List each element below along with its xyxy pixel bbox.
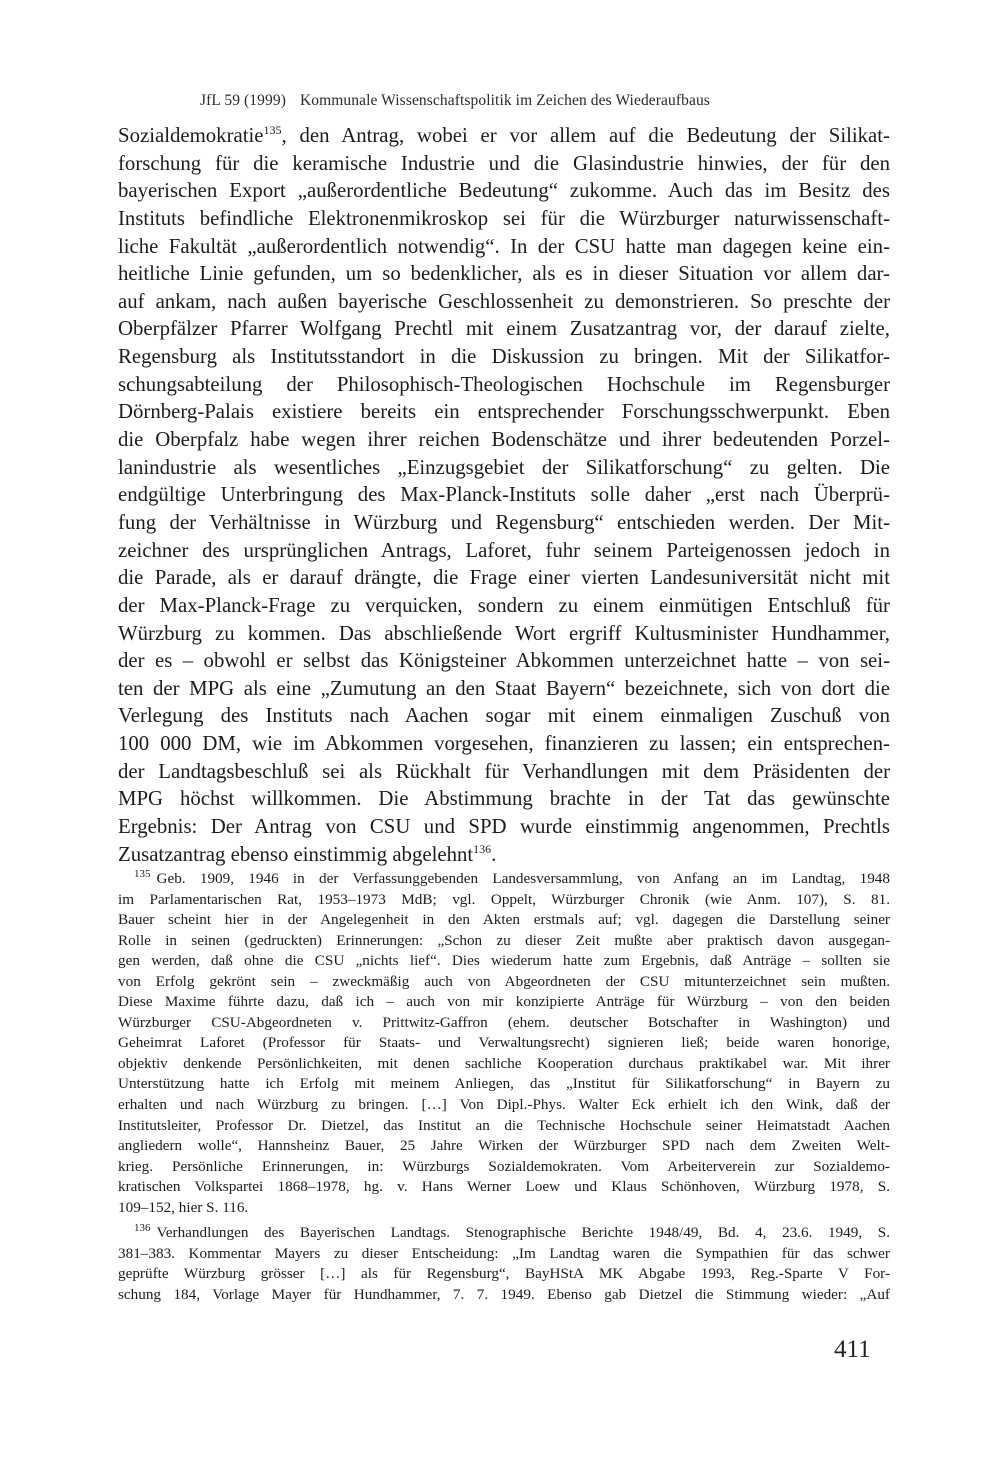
body-line: Würzburg zu kommen. Das abschließende Wort ergriff Kultusminister Hundhammer, — [118, 621, 890, 645]
body-line: MPG höchst willkommen. Die Abstimmung brachte in der Tat das gewünschte — [118, 787, 890, 811]
body-line: Oberpfälzer Pfarrer Wolfgang Prechtl mit einem Zusatzantrag vor, der darauf zielte, — [118, 317, 890, 341]
footnote-line-text: Geb. 1909, 1946 in der Verfassunggebenden Landesversammlung, von Anfang an im Landtag, 1948 — [156, 870, 890, 887]
footnote-reference[interactable]: 136 — [473, 841, 492, 856]
footnote-line: erhalten und nach Würzburg zu bringen. […] Von Dipl.-Phys. Walter Eck erhielt ich den Wink, daß der — [118, 1096, 890, 1114]
body-line: Instituts befindliche Elektronenmikroskop sei für die Würzburger naturwissenschaft- — [118, 206, 890, 230]
footnote-line: Unterstützung hatte ich Erfolg mit meinem Anliegen, das „Institut für Silikatforschung“ in Bayern zu — [118, 1075, 890, 1093]
body-line: liche Fakultät „außerordentlich notwendig“. In der CSU hatte man dagegen keine ein- — [118, 234, 890, 258]
footnote-line: Bauer scheint hier in der Angelegenheit in den Akten erstmals auf; vgl. dagegen die Darstellung seiner — [118, 911, 890, 929]
body-line: endgültige Unterbringung des Max-Planck-Instituts solle daher „erst nach Überprü- — [118, 483, 890, 507]
body-line-text: , den Antrag, wobei er vor allem auf die Bedeutung der Silikat- — [281, 124, 890, 147]
footnote-line: krieg. Persönliche Erinnerungen, in: Würzburgs Sozialdemokraten. Vom Arbeiterverein zur Sozialdemo- — [118, 1157, 890, 1175]
running-header — [200, 92, 710, 110]
body-line: Dörnberg-Palais existiere bereits ein entsprechender Forschungsschwerpunkt. Eben — [118, 400, 890, 424]
body-line: Regensburg als Institutsstandort in die Diskussion zu bringen. Mit der Silikatfor- — [118, 345, 890, 369]
footnote-line: 381–383. Kommentar Mayers zu dieser Entscheidung: „Im Landtag waren die Sympathien für das schwer — [118, 1244, 890, 1262]
footnote-line: gen werden, daß ohne die CSU „nichts lief“. Dies wiederum hatte zum Ergebnis, daß Anträge – sollten sie — [118, 952, 890, 970]
body-line: ten der MPG als eine „Zumutung an den Staat Bayern“ bezeichnete, sich von dort die — [118, 676, 890, 700]
footnote-number: 136 — [134, 1222, 151, 1235]
body-line: schungsabteilung der Philosophisch-Theologischen Hochschule im Regensburger — [118, 372, 890, 396]
body-line: Verlegung des Instituts nach Aachen sogar mit einem einmaligen Zuschuß von — [118, 704, 890, 728]
footnote-line — [118, 869, 890, 890]
footnotes — [118, 869, 890, 1310]
footnote-line: schung 184, Vorlage Mayer für Hundhammer, 7. 7. 1949. Ebenso gab Dietzel die Stimmung wieder: „Auf — [118, 1285, 890, 1303]
body-text — [118, 122, 890, 868]
running-title: Kommunale Wissenschaftspolitik im Zeichen des Wiederaufbaus — [299, 92, 710, 109]
footnote-line — [118, 1223, 890, 1244]
footnote-136 — [118, 1223, 890, 1305]
body-line: lanindustrie als wesentliches „Einzugsgebiet der Silikatforschung“ zu gelten. Die — [118, 455, 890, 479]
page-number: 411 — [834, 1336, 871, 1363]
body-line-text: Zusatzantrag ebenso einstimmig abgelehnt — [118, 842, 474, 866]
footnote-reference[interactable]: 135 — [263, 123, 282, 138]
footnote-line: kratischen Volkspartei 1868–1978, hg. v. Hans Werner Loew und Klaus Schönhoven, Würzburg 1978, S. — [118, 1178, 890, 1196]
journal-citation: JfL 59 (1999) — [200, 92, 286, 109]
body-line: 100 000 DM, wie im Abkommen vorgesehen, finanzieren zu lassen; ein entsprechen- — [118, 732, 890, 756]
body-line: zeichner des ursprünglichen Antrags, Laforet, fuhr seinem Parteigenossen jedoch in — [118, 538, 890, 562]
body-line: der es – obwohl er selbst das Königsteiner Abkommen unterzeichnet hatte – von sei- — [118, 649, 890, 673]
footnote-line: 109–152, hier S. 116. — [118, 1198, 249, 1216]
footnote-line: geprüfte Würzburg grösser […] als für Regensburg“, BayHStA MK Abgabe 1993, Reg.-Sparte V For- — [118, 1265, 890, 1283]
footnote-line: Würzburger CSU-Abgeordneten v. Prittwitz-Gaffron (ehem. deutscher Botschafter in Washington) und — [118, 1013, 890, 1031]
body-line-text: . — [491, 842, 497, 866]
body-line: der Landtagsbeschluß sei als Rückhalt für Verhandlungen mit dem Präsidenten der — [118, 759, 890, 783]
body-line: heitliche Linie gefunden, um so bedenklicher, als es in dieser Situation vor allem dar- — [118, 262, 890, 286]
body-line: die Parade, als er darauf drängte, die Frage einer vierten Landesuniversität nicht mit — [118, 566, 890, 590]
footnote-line: Diese Maxime führte dazu, daß ich – auch von mir konzipierte Anträge für Würzburg – von den beiden — [118, 993, 890, 1011]
body-line-text: Sozialdemokratie — [118, 124, 264, 147]
body-line: der Max-Planck-Frage zu verquicken, sondern zu einem einmütigen Entschluß für — [118, 593, 890, 617]
footnote-line: von Erfolg gekrönt sein – zweckmäßig auch von Abgeordneten der CSU mitunterzeichnet sein mußten. — [118, 972, 890, 990]
body-line: fung der Verhältnisse in Würzburg und Regensburg“ entschieden werden. Der Mit- — [118, 510, 890, 534]
body-line — [118, 841, 890, 869]
footnote-line: objektiv denkende Persönlichkeiten, mit denen sachliche Kooperation durchaus praktikabel war. Mit ihrer — [118, 1054, 890, 1072]
footnote-number: 135 — [134, 867, 151, 880]
footnote-135 — [118, 869, 890, 1218]
footnote-line: Geheimrat Laforet (Professor für Staats- und Verwaltungsrecht) signieren ließ; beide waren honorige, — [118, 1034, 890, 1052]
body-line: Ergebnis: Der Antrag von CSU und SPD wurde einstimmig angenommen, Prechtls — [118, 815, 890, 839]
footnote-line: angliedern wolle“, Hannsheinz Bauer, 25 Jahre Wirken der Würzburger SPD nach dem Zweiten Welt- — [118, 1137, 890, 1155]
footnote-line-text: Verhandlungen des Bayerischen Landtags. Stenographische Berichte 1948/49, Bd. 4, 23.6. 1949, S. — [156, 1224, 890, 1242]
body-line: die Oberpfalz habe wegen ihrer reichen Bodenschätze und ihrer bedeutenden Porzel- — [118, 428, 890, 452]
footnote-line: im Parlamentarischen Rat, 1953–1973 MdB; vgl. Oppelt, Würzburger Chronik (wie Anm. 107), S. 81. — [118, 890, 890, 908]
footnote-line: Institutsleiter, Professor Dr. Dietzel, das Institut an die Technische Hochschule seiner Heimatstadt Aachen — [118, 1116, 890, 1134]
body-line: auf ankam, nach außen bayerische Geschlossenheit zu demonstrieren. So preschte der — [118, 289, 890, 313]
body-line: forschung für die keramische Industrie und die Glasindustrie hinwies, der für den — [118, 151, 890, 175]
body-line: bayerischen Export „außerordentliche Bedeutung“ zukomme. Auch das im Besitz des — [118, 179, 890, 203]
footnote-line: Rolle in seinen (gedruckten) Erinnerungen: „Schon zu dieser Zeit mußte aber praktisch davon ausgegan- — [118, 931, 890, 949]
body-line — [118, 122, 890, 150]
